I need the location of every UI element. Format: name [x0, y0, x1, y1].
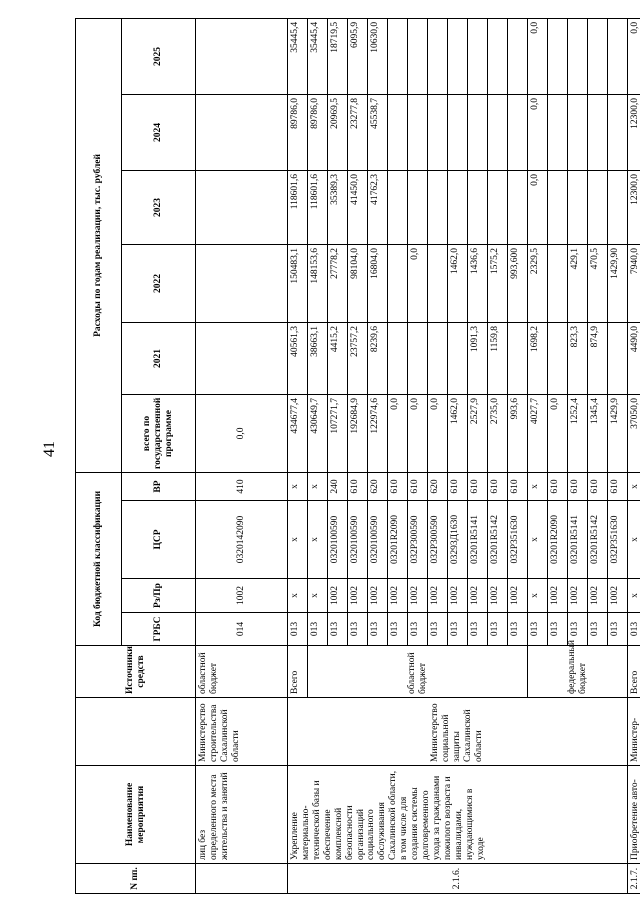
year-cell: 89786,0	[308, 94, 328, 170]
rzpr-cell: 1002	[408, 579, 428, 613]
vr-cell: 610	[448, 472, 468, 500]
total-cell: 4027,7	[528, 394, 548, 472]
grbs-cell: 013	[348, 613, 368, 646]
total-cell: 0,0	[548, 394, 568, 472]
year-cell	[408, 18, 428, 94]
year-cell: 2329,5	[528, 244, 548, 322]
year-cell: 1436,6	[468, 244, 488, 322]
total-cell: 0,0	[428, 394, 448, 472]
year-cell: 20969,5	[328, 94, 348, 170]
year-cell	[428, 244, 448, 322]
grbs-cell: 013	[448, 613, 468, 646]
year-cell	[448, 170, 468, 244]
vr-cell: 240	[328, 472, 348, 500]
csr-cell: 0320100590	[328, 501, 348, 579]
year-cell	[408, 322, 428, 394]
year-cell: 10630,0	[368, 18, 388, 94]
year-cell	[428, 170, 448, 244]
header-year: 2022	[122, 244, 196, 322]
rzpr-cell: 1002	[468, 579, 488, 613]
rzpr-cell: 1002	[568, 579, 588, 613]
table-row	[196, 18, 288, 893]
event-name-cell: лиц без определенного места жительства и занятий	[196, 766, 288, 864]
total-cell: 993,6	[508, 394, 528, 472]
year-cell: 1698,2	[528, 322, 548, 394]
grbs-cell: 013	[428, 613, 448, 646]
csr-cell: 032P300590	[428, 501, 448, 579]
year-cell: 0,0	[628, 18, 640, 94]
csr-cell: 03201R2090	[388, 501, 408, 579]
grbs-cell: 013	[288, 613, 308, 646]
vr-cell: 610	[608, 472, 628, 500]
row-num-cell: 2.1.7.	[628, 864, 640, 894]
event-name-cell: Приобретение авто-	[628, 766, 640, 864]
vr-cell: 610	[508, 472, 528, 500]
rzpr-cell: 1002	[608, 579, 628, 613]
year-cell: 16804,0	[368, 244, 388, 322]
year-cell: 1462,0	[448, 244, 468, 322]
year-cell: 874,9	[588, 322, 608, 394]
year-cell: 0,0	[528, 18, 548, 94]
year-cell: 7940,0	[628, 244, 640, 322]
year-cell: 45538,7	[368, 94, 388, 170]
total-cell: 122974,6	[368, 394, 388, 472]
csr-cell: 03201R5141	[568, 501, 588, 579]
year-cell: 0,0	[528, 170, 548, 244]
program-spending-table	[75, 18, 640, 894]
year-cell: 1159,8	[488, 322, 508, 394]
year-cell	[468, 170, 488, 244]
year-cell	[488, 94, 508, 170]
csr-cell: 03201R5142	[488, 501, 508, 579]
vr-cell: 610	[568, 472, 588, 500]
year-cell	[468, 18, 488, 94]
grbs-cell: 014	[196, 613, 288, 646]
year-cell	[608, 94, 628, 170]
total-cell: 0,0	[388, 394, 408, 472]
grbs-cell: 013	[628, 613, 640, 646]
header-executor	[76, 698, 196, 766]
year-cell	[548, 18, 568, 94]
grbs-cell: 013	[488, 613, 508, 646]
total-cell: 1345,4	[588, 394, 608, 472]
csr-cell: 0320100590	[348, 501, 368, 579]
table-row	[628, 18, 640, 893]
year-cell	[568, 170, 588, 244]
year-cell	[388, 170, 408, 244]
year-cell: 35445,4	[308, 18, 328, 94]
year-cell	[196, 18, 288, 94]
table-body	[628, 18, 640, 893]
header-source: Источники средств	[76, 646, 196, 698]
header-total: всего по государственной программе	[122, 394, 196, 472]
header-year: 2025	[122, 18, 196, 94]
year-cell: 148153,6	[308, 244, 328, 322]
csr-cell: 032P351630	[508, 501, 528, 579]
total-cell: 0,0	[196, 394, 288, 472]
year-cell: 12300,0	[628, 170, 640, 244]
year-cell: 18719,5	[328, 18, 348, 94]
total-cell: 192684,9	[348, 394, 368, 472]
header-rzpr: Рз/Пр	[122, 579, 196, 613]
total-cell: 1429,9	[608, 394, 628, 472]
page-number: 41	[41, 441, 58, 457]
year-cell	[196, 322, 288, 394]
year-cell	[196, 94, 288, 170]
grbs-cell: 013	[388, 613, 408, 646]
year-cell	[428, 18, 448, 94]
vr-cell: x	[528, 472, 548, 500]
rotated-table-wrapper	[75, 19, 640, 894]
grbs-cell: 013	[468, 613, 488, 646]
executor-cell: Министер-	[628, 698, 640, 766]
rzpr-cell: 1002	[508, 579, 528, 613]
vr-cell: 610	[348, 472, 368, 500]
year-cell	[548, 322, 568, 394]
year-cell	[588, 170, 608, 244]
year-cell	[568, 94, 588, 170]
source-cell: Всего	[628, 646, 640, 698]
csr-cell: x	[308, 501, 328, 579]
header-year: 2023	[122, 170, 196, 244]
year-cell: 993,600	[508, 244, 528, 322]
rzpr-cell: x	[628, 579, 640, 613]
csr-cell: 0320142090	[196, 501, 288, 579]
year-cell	[448, 18, 468, 94]
csr-cell: x	[528, 501, 548, 579]
rzpr-cell: 1002	[428, 579, 448, 613]
year-cell: 1575,2	[488, 244, 508, 322]
total-cell: 2735,0	[488, 394, 508, 472]
rzpr-cell: 1002	[488, 579, 508, 613]
year-cell	[488, 170, 508, 244]
year-cell	[408, 170, 428, 244]
year-cell: 89786,0	[288, 94, 308, 170]
row-num-cell	[196, 864, 288, 894]
grbs-cell: 013	[408, 613, 428, 646]
year-cell	[548, 244, 568, 322]
year-cell: 429,1	[568, 244, 588, 322]
year-cell	[448, 322, 468, 394]
header-num: N пп.	[76, 864, 196, 894]
csr-cell: 03201R5142	[588, 501, 608, 579]
grbs-cell: 013	[508, 613, 528, 646]
year-cell: 98104,0	[348, 244, 368, 322]
year-cell: 38663,1	[308, 322, 328, 394]
vr-cell: 620	[368, 472, 388, 500]
vr-cell: x	[308, 472, 328, 500]
vr-cell: x	[628, 472, 640, 500]
grbs-cell: 013	[368, 613, 388, 646]
total-cell: 434677,4	[288, 394, 308, 472]
year-cell: 23757,2	[348, 322, 368, 394]
csr-cell: x	[288, 501, 308, 579]
vr-cell: 610	[488, 472, 508, 500]
year-cell: 12300,0	[628, 94, 640, 170]
csr-cell: 0320100590	[368, 501, 388, 579]
year-cell	[196, 170, 288, 244]
grbs-cell: 013	[568, 613, 588, 646]
year-cell	[388, 322, 408, 394]
grbs-cell: 013	[328, 613, 348, 646]
header-bcc-group: Код бюджетной классификации	[76, 472, 122, 645]
rzpr-cell: 1002	[548, 579, 568, 613]
header-vr: ВР	[122, 472, 196, 500]
year-cell: 150483,1	[288, 244, 308, 322]
header-grbs: ГРБС	[122, 613, 196, 646]
year-cell	[608, 170, 628, 244]
total-cell: 1462,0	[448, 394, 468, 472]
year-cell: 41450,0	[348, 170, 368, 244]
vr-cell: 610	[468, 472, 488, 500]
grbs-cell: 013	[548, 613, 568, 646]
total-cell: 2527,9	[468, 394, 488, 472]
year-cell: 41762,3	[368, 170, 388, 244]
year-cell: 27778,2	[328, 244, 348, 322]
csr-cell: 032P351630	[608, 501, 628, 579]
year-cell	[468, 94, 488, 170]
rzpr-cell: 1002	[388, 579, 408, 613]
event-name-cell: Укрепление материально-технической базы и обеспечение комплексной безопасности организаций социального обслуживания Сахалинской области, в том числе для создания системы долговременного ухода за гражданами пожилого возраста и инвалидами, нуждающимися в уходе	[288, 766, 628, 864]
vr-cell: 620	[428, 472, 448, 500]
rzpr-cell: x	[528, 579, 548, 613]
year-cell	[508, 170, 528, 244]
csr-cell: 03201R2090	[548, 501, 568, 579]
header-year: 2021	[122, 322, 196, 394]
csr-cell: x	[628, 501, 640, 579]
year-cell	[548, 94, 568, 170]
rzpr-cell: x	[288, 579, 308, 613]
year-cell: 118601,6	[288, 170, 308, 244]
total-cell: 107271,7	[328, 394, 348, 472]
grbs-cell: 013	[608, 613, 628, 646]
year-cell	[568, 18, 588, 94]
year-cell: 8239,6	[368, 322, 388, 394]
year-cell	[508, 322, 528, 394]
csr-cell: 03293Д1630	[448, 501, 468, 579]
header-spend-group: Расходы по годам реализации, тыс. рублей	[76, 18, 122, 472]
vr-cell: 610	[548, 472, 568, 500]
total-cell: 1252,4	[568, 394, 588, 472]
year-cell: 1429,90	[608, 244, 628, 322]
total-cell: 430649,7	[308, 394, 328, 472]
vr-cell: 610	[588, 472, 608, 500]
vr-cell: 610	[388, 472, 408, 500]
table-body	[288, 18, 628, 893]
year-cell	[428, 94, 448, 170]
table-header	[76, 18, 196, 893]
year-cell	[428, 322, 448, 394]
row-num-cell: 2.1.6.	[288, 864, 628, 894]
csr-cell: 03201R5141	[468, 501, 488, 579]
source-cell: федеральный бюджет	[528, 646, 628, 698]
source-cell: Всего	[288, 646, 308, 698]
header-name: Наименование мероприятия	[76, 766, 196, 864]
year-cell: 470,5	[588, 244, 608, 322]
year-cell	[548, 170, 568, 244]
vr-cell: x	[288, 472, 308, 500]
year-cell: 1091,3	[468, 322, 488, 394]
year-cell: 823,3	[568, 322, 588, 394]
year-cell: 0,0	[408, 244, 428, 322]
rzpr-cell: x	[308, 579, 328, 613]
year-cell: 35389,3	[328, 170, 348, 244]
source-cell: областной бюджет	[196, 646, 288, 698]
rzpr-cell: 1002	[328, 579, 348, 613]
year-cell	[488, 18, 508, 94]
rzpr-cell: 1002	[348, 579, 368, 613]
year-cell	[588, 94, 608, 170]
year-cell	[388, 94, 408, 170]
executor-cell: Министерство социальной защиты Сахалинской области	[288, 698, 628, 766]
year-cell	[196, 244, 288, 322]
total-cell: 0,0	[408, 394, 428, 472]
header-year: 2024	[122, 94, 196, 170]
year-cell: 0,0	[528, 94, 548, 170]
year-cell: 4490,0	[628, 322, 640, 394]
csr-cell: 032P300590	[408, 501, 428, 579]
grbs-cell: 013	[308, 613, 328, 646]
grbs-cell: 013	[528, 613, 548, 646]
year-cell	[608, 18, 628, 94]
rzpr-cell: 1002	[368, 579, 388, 613]
rzpr-cell: 1002	[448, 579, 468, 613]
year-cell: 4415,2	[328, 322, 348, 394]
year-cell: 6095,9	[348, 18, 368, 94]
total-cell: 37050,0	[628, 394, 640, 472]
executor-cell: Министерство строительства Сахалинской области	[196, 698, 288, 766]
year-cell	[608, 322, 628, 394]
vr-cell: 410	[196, 472, 288, 500]
table-body	[196, 18, 288, 893]
year-cell: 40561,3	[288, 322, 308, 394]
year-cell	[508, 94, 528, 170]
vr-cell: 610	[408, 472, 428, 500]
table-row	[288, 18, 308, 893]
year-cell	[588, 18, 608, 94]
source-cell: областной бюджет	[308, 646, 528, 698]
rzpr-cell: 1002	[196, 579, 288, 613]
rzpr-cell: 1002	[588, 579, 608, 613]
year-cell: 118601,6	[308, 170, 328, 244]
header-csr: ЦСР	[122, 501, 196, 579]
year-cell	[448, 94, 468, 170]
grbs-cell: 013	[588, 613, 608, 646]
year-cell	[508, 18, 528, 94]
year-cell: 23277,8	[348, 94, 368, 170]
year-cell	[408, 94, 428, 170]
year-cell	[388, 18, 408, 94]
year-cell	[388, 244, 408, 322]
year-cell: 35445,4	[288, 18, 308, 94]
